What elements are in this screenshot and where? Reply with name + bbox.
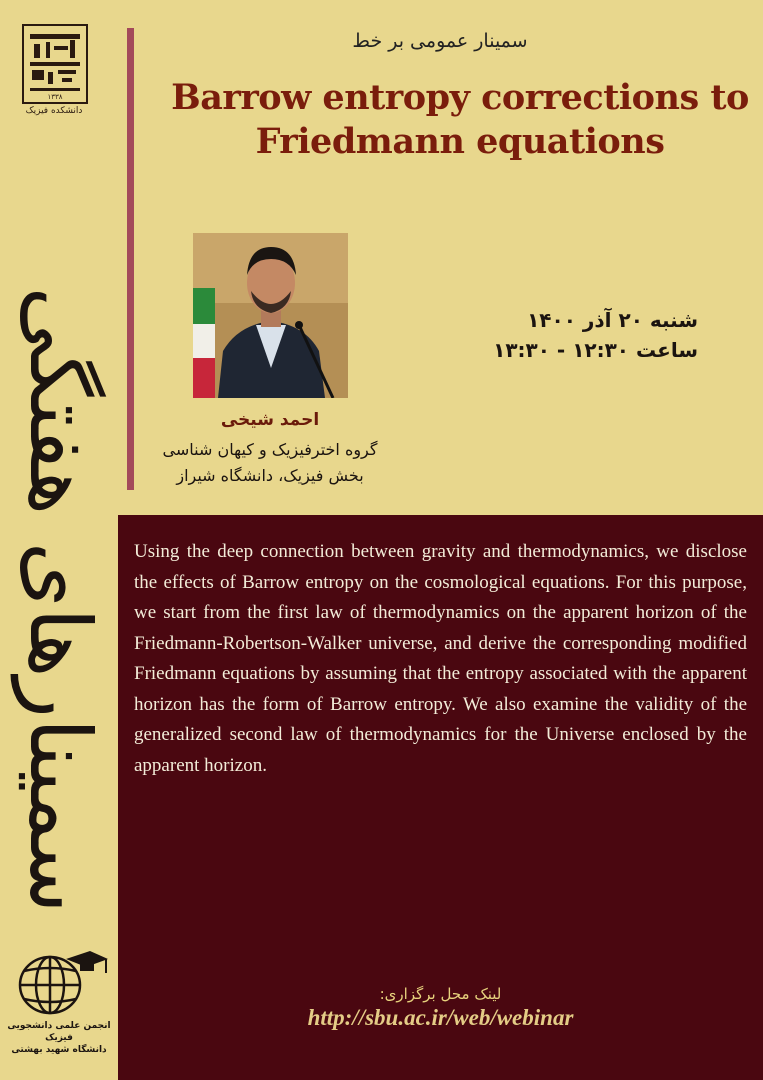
university-logo-art bbox=[24, 26, 86, 102]
seminar-date: شنبه ۲۰ آذر ۱۴۰۰ bbox=[527, 308, 698, 332]
venue-link-label: لینک محل برگزاری: bbox=[379, 985, 502, 1003]
series-label: سمینار عمومی بر خط bbox=[352, 30, 528, 52]
university-logo-icon bbox=[22, 24, 88, 104]
association-line-2: دانشگاه شهید بهشتی bbox=[11, 1045, 107, 1055]
webinar-link[interactable]: http://sbu.ac.ir/web/webinar bbox=[307, 1005, 574, 1030]
seminar-time: ساعت ۱۲:۳۰ - ۱۳:۳۰ bbox=[493, 338, 698, 362]
weekly-seminars-vertical-title: سمینارهای هفتگی bbox=[11, 286, 109, 914]
speaker-name: احمد شیخی bbox=[220, 410, 320, 430]
title-line-2: Friedmann equations bbox=[255, 121, 665, 162]
svg-text:۱۳۳۸: ۱۳۳۸ bbox=[47, 93, 63, 101]
association-caption bbox=[4, 1020, 114, 1056]
speaker-photo bbox=[193, 233, 348, 398]
globe-graduation-cap-icon bbox=[8, 945, 110, 1019]
association-line-1: انجمن علمی دانشجویی فیزیک bbox=[7, 1021, 111, 1043]
speaker-group: گروه اخترفیزیک و کیهان شناسی bbox=[162, 440, 378, 459]
left-strip bbox=[0, 0, 118, 1080]
abstract-text: Using the deep connection between gravity and thermodynamics, we disclose the effects of Barrow entropy on the cosmological equations. For this purpose, we start from the first law of thermodynamics on the apparent horizon of the Friedmann-Robertson-Walker universe, and derive the corresponding modified Friedmann equations by assuming that the entropy associated with the apparent horizon has the form of Barrow entropy. We also examine the validity of the generalized second law of thermodynamics for the Universe enclosed by the apparent horizon. bbox=[134, 541, 747, 776]
seminar-title bbox=[160, 76, 760, 164]
speaker-portrait-art bbox=[193, 233, 348, 398]
title-line-1: Barrow entropy corrections to bbox=[171, 77, 749, 118]
faculty-caption: دانشکده فیزیک bbox=[25, 106, 83, 116]
speaker-department: بخش فیزیک، دانشگاه شیراز bbox=[176, 466, 364, 485]
vertical-divider bbox=[127, 28, 134, 490]
